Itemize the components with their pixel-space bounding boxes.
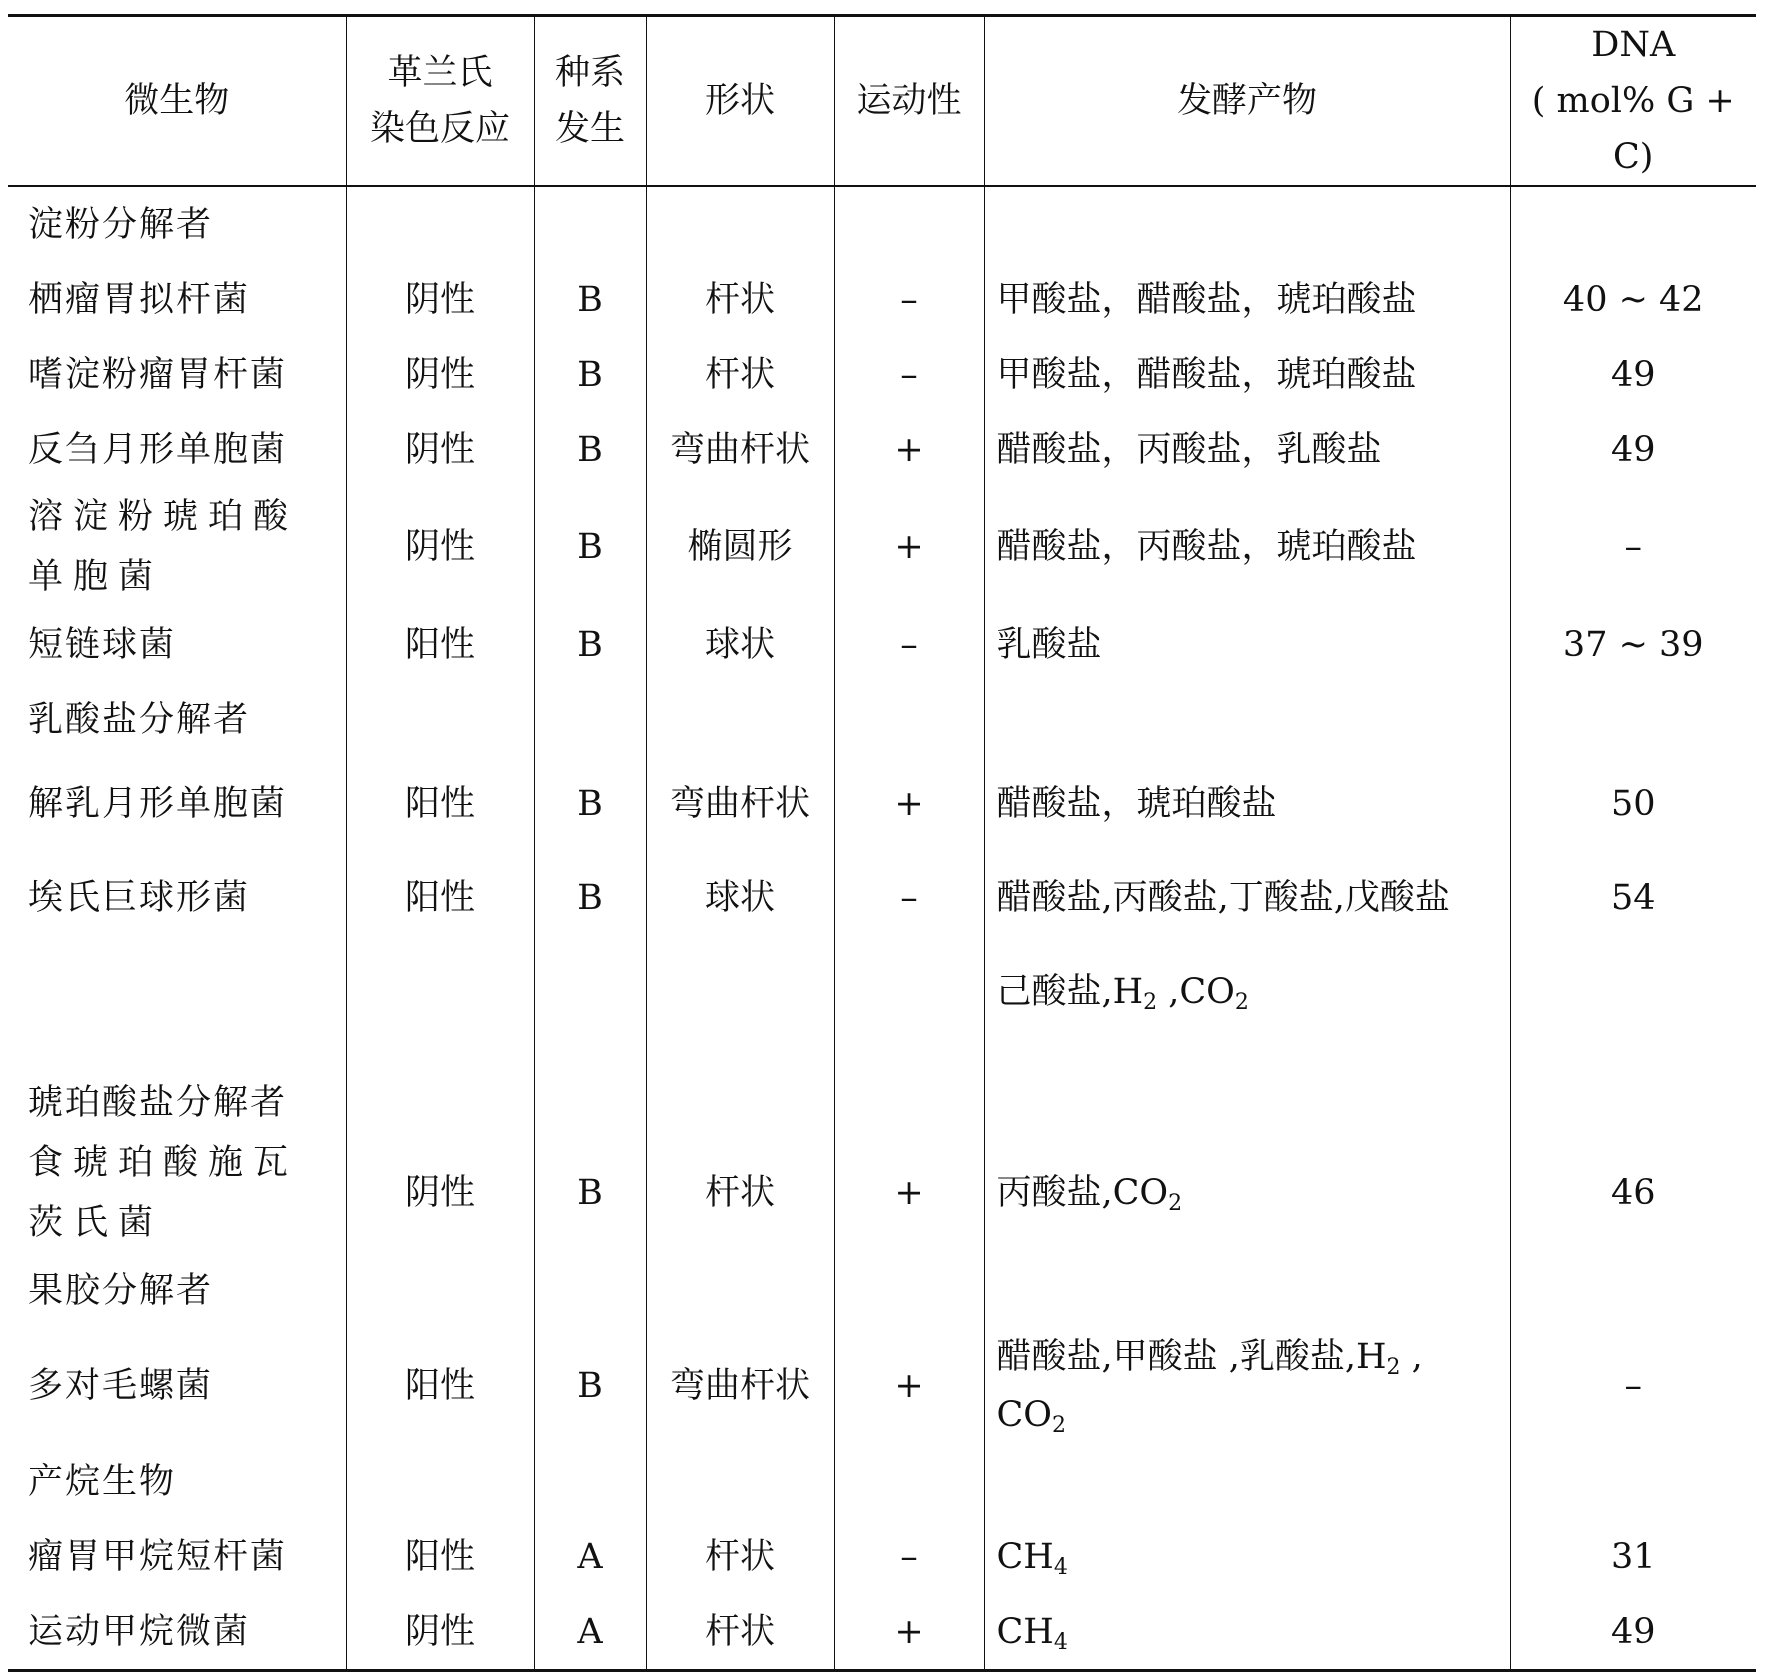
header-organism: 微生物 [8, 16, 346, 187]
organism-name: 嗜淀粉瘤胃杆菌 [28, 354, 288, 395]
dna-cell: 50 [1510, 757, 1756, 851]
group-row [8, 1253, 1756, 1328]
phylo-cell: B [534, 757, 646, 851]
group-label: 果胶分解者 [28, 1270, 214, 1311]
products-line [997, 1386, 1500, 1444]
products-cell [984, 1133, 1510, 1253]
dna-cell: – [1510, 487, 1756, 607]
shape-cell: 弯曲杆状 [646, 757, 834, 851]
table-row [8, 1133, 1756, 1253]
products-text: CH [996, 1611, 1054, 1652]
dna-cell: 54 [1510, 851, 1756, 945]
gram-cell: 阴性 [346, 412, 534, 487]
header-gram-line1: 革兰氏 [387, 53, 493, 93]
products-cell [984, 945, 1510, 1039]
table-row [8, 412, 1756, 487]
gram-cell: 阴性 [346, 262, 534, 337]
table-row [8, 851, 1756, 945]
group-row [8, 1444, 1756, 1519]
group-row [8, 1039, 1756, 1133]
subscript: 2 [1143, 990, 1158, 1015]
table-row [8, 1328, 1756, 1444]
dna-cell: 49 [1510, 1594, 1756, 1671]
header-phylo-line1: 种系 [554, 53, 625, 93]
group-label: 乳酸盐分解者 [28, 699, 251, 740]
subscript: 4 [1053, 1554, 1068, 1580]
motility-cell: – [834, 851, 984, 945]
products-cell: 醋酸盐，琥珀酸盐 [984, 757, 1510, 851]
subscript: 2 [1051, 1413, 1066, 1438]
organism-name: 短链球菌 [28, 624, 177, 665]
dna-cell: 49 [1510, 412, 1756, 487]
dna-cell: – [1510, 1328, 1756, 1444]
shape-cell: 杆状 [646, 1594, 834, 1671]
shape-cell: 球状 [646, 607, 834, 682]
products-cell [984, 1519, 1510, 1594]
products-text: ,CO [1157, 972, 1235, 1012]
products-text: CH [996, 1536, 1054, 1577]
phylo-cell: A [534, 1594, 646, 1671]
dna-cell: 49 [1510, 337, 1756, 412]
phylo-cell: B [534, 412, 646, 487]
motility-cell: – [834, 337, 984, 412]
gram-cell: 阴性 [346, 1594, 534, 1671]
motility-cell: + [834, 1328, 984, 1444]
organism-name: 解乳月形单胞菌 [28, 784, 288, 824]
gram-cell: 阳性 [346, 1519, 534, 1594]
phylo-cell: B [534, 607, 646, 682]
table-row [8, 487, 1756, 607]
group-label: 琥珀酸盐分解者 [28, 1083, 288, 1123]
gram-cell: 阴性 [346, 487, 534, 607]
products-text: 己酸盐,H [996, 972, 1144, 1012]
products-cell: 甲酸盐，醋酸盐，琥珀酸盐 [984, 262, 1510, 337]
motility-cell: + [834, 757, 984, 851]
shape-cell: 弯曲杆状 [646, 412, 834, 487]
products-text: 丙酸盐,CO [996, 1173, 1169, 1213]
table-row [8, 607, 1756, 682]
table-row [8, 262, 1756, 337]
gram-cell: 阳性 [346, 1328, 534, 1444]
motility-cell: + [834, 1594, 984, 1671]
products-cell: 醋酸盐，丙酸盐，乳酸盐 [984, 412, 1510, 487]
phylo-cell: B [534, 1133, 646, 1253]
shape-cell: 弯曲杆状 [646, 1328, 834, 1444]
table-row [8, 337, 1756, 412]
organism-name: 食琥珀酸施瓦茨氏菌 [28, 1143, 299, 1243]
header-row [8, 16, 1756, 187]
products-text: 醋酸盐,甲酸盐 ,乳酸盐,H [996, 1337, 1387, 1377]
gram-cell: 阳性 [346, 607, 534, 682]
header-products: 发酵产物 [984, 16, 1510, 187]
gram-cell: 阴性 [346, 1133, 534, 1253]
group-row [8, 186, 1756, 262]
gram-cell: 阴性 [346, 337, 534, 412]
header-dna [1510, 16, 1756, 187]
shape-cell: 杆状 [646, 1519, 834, 1594]
shape-cell: 球状 [646, 851, 834, 945]
products-cell: 醋酸盐，丙酸盐，琥珀酸盐 [984, 487, 1510, 607]
header-phylo-line2: 发生 [554, 109, 625, 149]
products-cell: 乳酸盐 [984, 607, 1510, 682]
dna-cell: 46 [1510, 1133, 1756, 1253]
group-row [8, 682, 1756, 757]
subscript: 2 [1168, 1191, 1183, 1216]
subscript: 2 [1386, 1355, 1401, 1380]
motility-cell: – [834, 262, 984, 337]
header-motility: 运动性 [834, 16, 984, 187]
products-text: CO [996, 1395, 1052, 1435]
table-row [8, 757, 1756, 851]
continuation-row [8, 945, 1756, 1039]
subscript: 4 [1053, 1629, 1068, 1655]
organism-name: 埃氏巨球形菌 [28, 878, 251, 918]
organism-name: 运动甲烷微菌 [28, 1611, 251, 1652]
motility-cell: – [834, 1519, 984, 1594]
header-phylogeny [534, 16, 646, 187]
motility-cell: + [834, 487, 984, 607]
header-dna-line2: ( mol% G + C) [1531, 81, 1735, 177]
organism-name: 多对毛螺菌 [28, 1366, 214, 1406]
dna-cell: 40 ~ 42 [1510, 262, 1756, 337]
subscript: 2 [1234, 990, 1249, 1015]
table-row [8, 1594, 1756, 1671]
group-label: 产烷生物 [28, 1461, 177, 1502]
shape-cell: 杆状 [646, 337, 834, 412]
products-text: , [1400, 1337, 1423, 1377]
motility-cell: + [834, 1133, 984, 1253]
products-cell: 甲酸盐，醋酸盐，琥珀酸盐 [984, 337, 1510, 412]
products-cell: 醋酸盐,丙酸盐,丁酸盐,戊酸盐 [984, 851, 1510, 945]
organism-name: 栖瘤胃拟杆菌 [28, 279, 251, 320]
phylo-cell: B [534, 337, 646, 412]
phylo-cell: B [534, 851, 646, 945]
dna-cell: 37 ~ 39 [1510, 607, 1756, 682]
shape-cell: 杆状 [646, 1133, 834, 1253]
phylo-cell: B [534, 487, 646, 607]
organism-name: 反刍月形单胞菌 [28, 429, 288, 470]
phylo-cell: A [534, 1519, 646, 1594]
organism-name: 瘤胃甲烷短杆菌 [28, 1536, 288, 1577]
products-line [997, 1328, 1500, 1386]
gram-cell: 阳性 [346, 851, 534, 945]
products-cell [984, 1594, 1510, 1671]
microbe-table [8, 14, 1756, 1672]
phylo-cell: B [534, 262, 646, 337]
gram-cell: 阳性 [346, 757, 534, 851]
dna-cell: 31 [1510, 1519, 1756, 1594]
products-cell [984, 1328, 1510, 1444]
shape-cell: 杆状 [646, 262, 834, 337]
group-label: 淀粉分解者 [28, 204, 214, 245]
phylo-cell: B [534, 1328, 646, 1444]
header-gram-stain [346, 16, 534, 187]
header-dna-line1: DNA [1591, 25, 1676, 65]
motility-cell: – [834, 607, 984, 682]
motility-cell: + [834, 412, 984, 487]
table-row [8, 1519, 1756, 1594]
organism-name: 溶淀粉琥珀酸单胞菌 [28, 497, 299, 597]
header-gram-line2: 染色反应 [369, 109, 510, 149]
header-shape: 形状 [646, 16, 834, 187]
shape-cell: 椭圆形 [646, 487, 834, 607]
